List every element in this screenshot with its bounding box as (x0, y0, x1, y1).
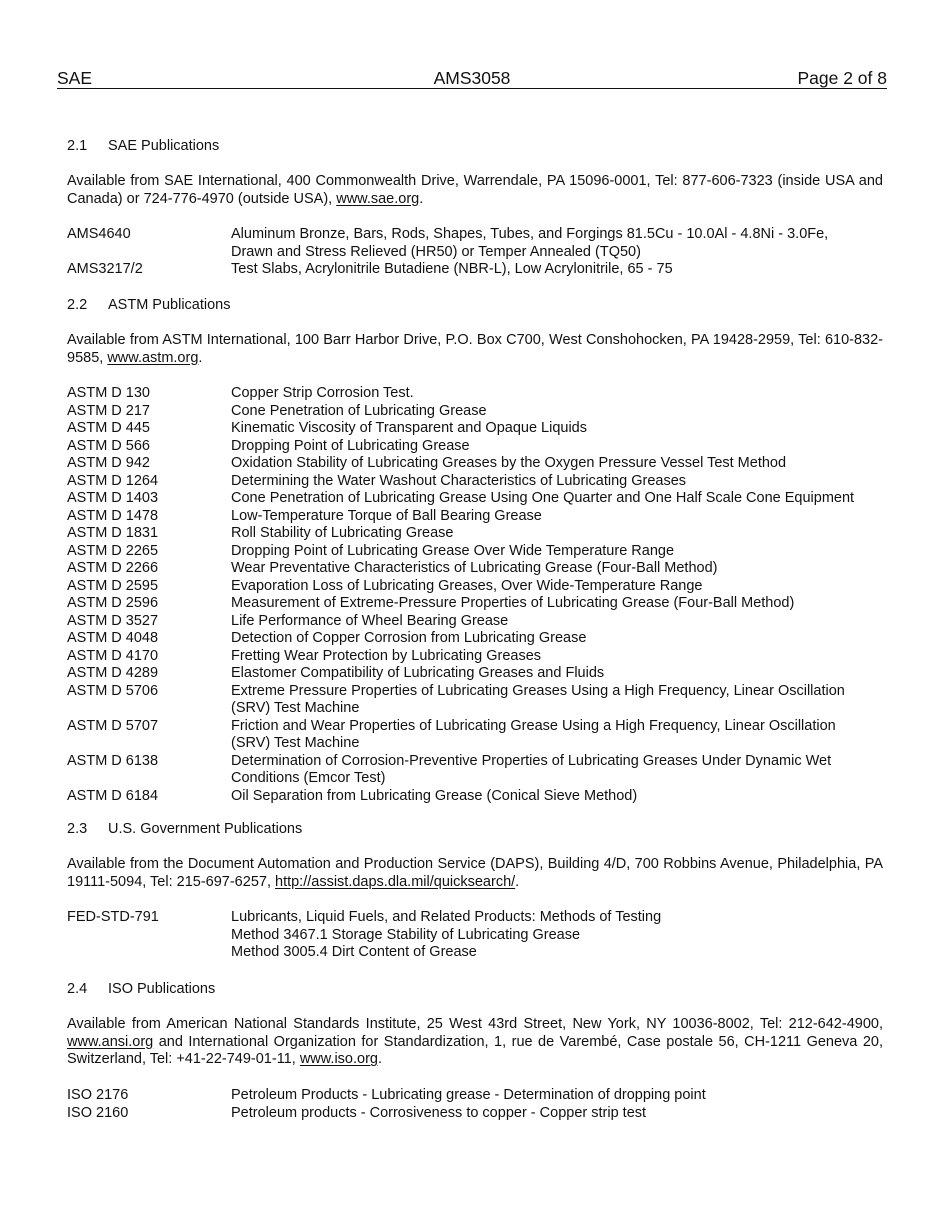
reference-code: ASTM D 942 (67, 455, 150, 471)
reference-code: ASTM D 3527 (67, 612, 159, 629)
reference-code: ASTM D 2595 (67, 577, 159, 594)
reference-title: Determination of Corrosion-Preventive Properties of Lubricating Greases Under Dynamic Wet Conditions (Emcor Test) (231, 752, 832, 786)
reference-list (67, 226, 883, 279)
section-heading (67, 137, 219, 155)
reference-title: Aluminum Bronze, Bars, Rods, Shapes, Tubes, and Forgings 81.5Cu - 10.0Al - 4.8Ni - 3.0Fe, Drawn and Stress Relieved (HR50) or Temper Annealed (TQ50) (231, 226, 829, 260)
reference-item (67, 788, 883, 806)
reference-item (67, 385, 883, 403)
section-number: 2.3 (67, 821, 88, 837)
reference-title: Cone Penetration of Lubricating Grease Using One Quarter and One Half Scale Cone Equipment (231, 490, 855, 506)
reference-item (67, 543, 883, 561)
reference-item (67, 261, 883, 279)
reference-item (67, 508, 883, 526)
page-header (57, 68, 887, 89)
reference-code: ASTM D 2596 (67, 595, 159, 611)
section-heading (67, 296, 231, 314)
reference-item (67, 403, 883, 421)
reference-item (67, 665, 883, 683)
reference-title: Dropping Point of Lubricating Grease Over Wide Temperature Range (231, 542, 675, 559)
reference-code: ISO 2176 (67, 1087, 129, 1103)
reference-title: Elastomer Compatibility of Lubricating Greases and Fluids (231, 665, 605, 681)
reference-code: ASTM D 1403 (67, 490, 159, 506)
reference-item (67, 420, 883, 438)
reference-title: Copper Strip Corrosion Test. (231, 385, 414, 401)
reference-title: Life Performance of Wheel Bearing Grease (231, 612, 509, 629)
reference-item (67, 525, 883, 543)
reference-item (67, 455, 883, 473)
reference-code: ASTM D 6184 (67, 787, 159, 804)
reference-title: Kinematic Viscosity of Transparent and Opaque Liquids (231, 420, 587, 436)
reference-code: ISO 2160 (67, 1104, 129, 1121)
reference-code: ASTM D 5706 (67, 682, 159, 699)
reference-title: Evaporation Loss of Lubricating Greases, Over Wide-Temperature Range (231, 577, 703, 594)
section-paragraph: Available from ASTM International, 100 Barr Harbor Drive, P.O. Box C700, West Conshohocken, PA 19428-2959, Tel: 610-832-9585, www.astm.org. (67, 332, 883, 366)
reference-title: Low-Temperature Torque of Ball Bearing Grease (231, 507, 542, 524)
reference-title: Determining the Water Washout Characteristics of Lubricating Greases (231, 472, 687, 489)
section-paragraph: Available from American National Standards Institute, 25 West 43rd Street, New York, NY 10036-8002, Tel: 212-642-4900, www.ansi.org and International Organization for Standardization, 1, rue de Varembé, Case postale 56, CH-1211 Geneva 20, Switzerland, Tel: +41-22-749-01-11, www.iso.org. (67, 1016, 883, 1067)
reference-code: ASTM D 566 (67, 437, 150, 454)
reference-title: Petroleum Products - Lubricating grease - Determination of dropping point (231, 1087, 706, 1103)
section-paragraph: Available from SAE International, 400 Commonwealth Drive, Warrendale, PA 15096-0001, Tel: 877-606-7323 (inside USA and Canada) or 724-776-4970 (outside USA), www.sae.org. (67, 173, 883, 207)
reference-code: ASTM D 1264 (67, 472, 159, 489)
reference-code: FED-STD-791 (67, 909, 159, 925)
section-heading (67, 980, 215, 998)
astm-link[interactable]: www.astm.org (107, 349, 199, 366)
reference-code: ASTM D 4048 (67, 630, 159, 646)
reference-item (67, 630, 883, 648)
reference-code: ASTM D 217 (67, 402, 150, 419)
reference-title: Roll Stability of Lubricating Grease (231, 525, 454, 541)
reference-list (67, 1087, 883, 1122)
reference-title: Wear Preventative Characteristics of Lubricating Grease (Four-Ball Method) (231, 560, 718, 576)
reference-title: Cone Penetration of Lubricating Grease (231, 402, 487, 419)
reference-item (67, 560, 883, 578)
daps-link[interactable]: http://assist.daps.dla.mil/quicksearch/ (275, 873, 516, 890)
reference-title: Dropping Point of Lubricating Grease (231, 437, 470, 454)
reference-title: Measurement of Extreme-Pressure Properties of Lubricating Grease (Four-Ball Method) (231, 595, 795, 611)
section-heading (67, 820, 302, 838)
reference-code: AMS4640 (67, 226, 131, 242)
reference-title: Lubricants, Liquid Fuels, and Related Products: Methods of Testing Method 3467.1 Storage Stability of Lubricating Grease Method 3005.4 Dirt Content of Grease (231, 909, 662, 960)
reference-item (67, 473, 883, 491)
reference-item (67, 438, 883, 456)
reference-title: Oxidation Stability of Lubricating Greases by the Oxygen Pressure Vessel Test Method (231, 455, 787, 471)
section-title: ASTM Publications (108, 297, 231, 313)
reference-item (67, 490, 883, 508)
reference-item (67, 595, 883, 613)
reference-item (67, 613, 883, 631)
reference-code: ASTM D 1831 (67, 525, 159, 541)
reference-title: Detection of Copper Corrosion from Lubricating Grease (231, 630, 587, 646)
page-number: Page 2 of 8 (797, 68, 887, 88)
reference-item (67, 683, 883, 718)
reference-code: ASTM D 2265 (67, 542, 159, 559)
sae-link[interactable]: www.sae.org (336, 190, 420, 207)
section-title: SAE Publications (108, 138, 220, 154)
section-number: 2.1 (67, 138, 88, 154)
reference-title: Test Slabs, Acrylonitrile Butadiene (NBR-L), Low Acrylonitrile, 65 - 75 (231, 261, 673, 277)
iso-link[interactable]: www.iso.org (299, 1051, 378, 1067)
reference-list (67, 909, 883, 962)
reference-code: ASTM D 5707 (67, 717, 159, 734)
reference-item (67, 909, 883, 962)
reference-title: Petroleum products - Corrosiveness to copper - Copper strip test (231, 1104, 647, 1121)
reference-code: ASTM D 130 (67, 385, 150, 401)
section-number: 2.4 (67, 981, 88, 997)
ansi-link[interactable]: www.ansi.org (67, 1033, 154, 1050)
reference-title: Fretting Wear Protection by Lubricating Greases (231, 647, 542, 664)
section-title: ISO Publications (108, 981, 216, 997)
reference-code: ASTM D 1478 (67, 507, 159, 524)
reference-code: ASTM D 2266 (67, 560, 159, 576)
reference-item (67, 578, 883, 596)
reference-item (67, 753, 883, 788)
reference-item (67, 1105, 883, 1123)
section-title: U.S. Government Publications (108, 821, 303, 837)
reference-item (67, 648, 883, 666)
reference-list (67, 385, 883, 805)
reference-item (67, 226, 883, 261)
document-number: AMS3058 (433, 68, 511, 88)
reference-item (67, 718, 883, 753)
reference-title: Friction and Wear Properties of Lubricating Grease Using a High Frequency, Linear Oscillation (SRV) Test Machine (231, 717, 836, 751)
reference-code: ASTM D 4289 (67, 665, 159, 681)
reference-title: Extreme Pressure Properties of Lubricating Greases Using a High Frequency, Linear Oscillation (SRV) Test Machine (231, 682, 845, 716)
organization-name: SAE (57, 68, 93, 88)
reference-item (67, 1087, 883, 1105)
reference-code: ASTM D 4170 (67, 647, 159, 664)
reference-title: Oil Separation from Lubricating Grease (Conical Sieve Method) (231, 787, 638, 804)
reference-code: ASTM D 6138 (67, 752, 159, 769)
reference-code: AMS3217/2 (67, 261, 143, 277)
section-paragraph: Available from the Document Automation and Production Service (DAPS), Building 4/D, 700 Robbins Avenue, Philadelphia, PA 19111-5094, Tel: 215-697-6257, http://assist.daps.dla.mil/quicksearch/. (67, 856, 883, 890)
section-number: 2.2 (67, 297, 88, 313)
reference-code: ASTM D 445 (67, 420, 150, 436)
